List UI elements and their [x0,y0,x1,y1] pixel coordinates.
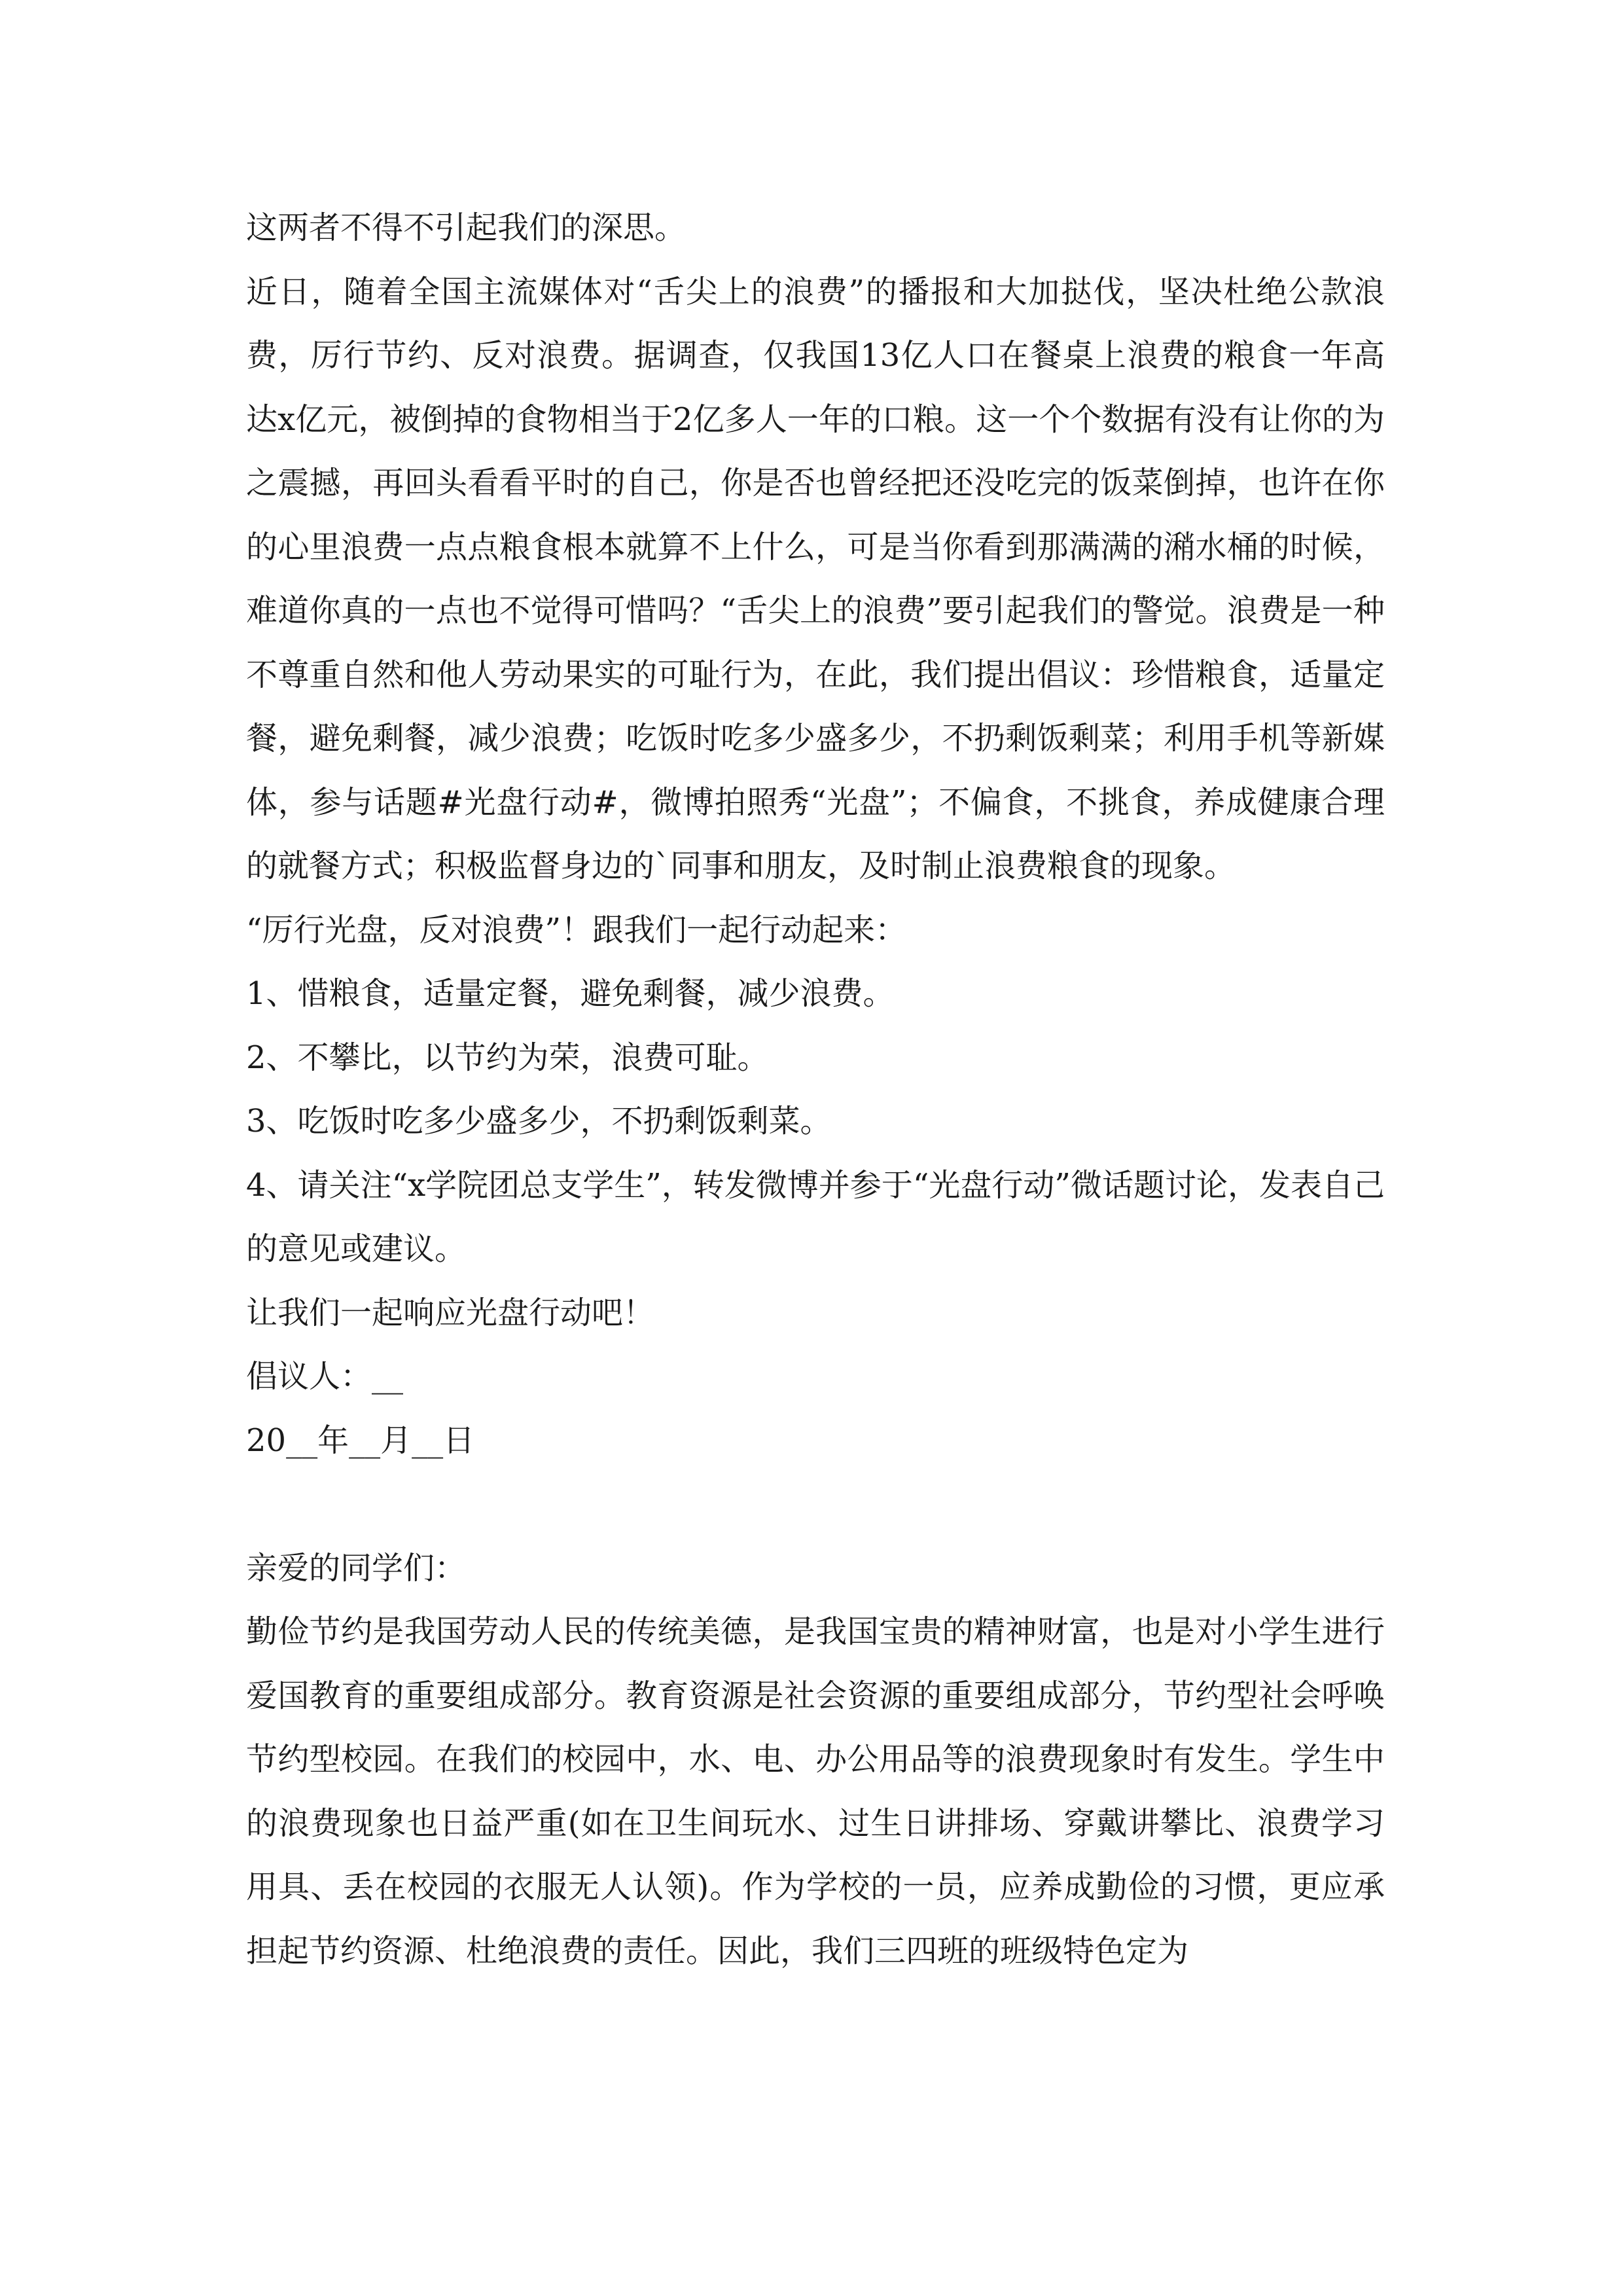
letter1-call-to-action: “厉行光盘，反对浪费”！跟我们一起行动起来： [246,911,907,948]
section-gap [246,1473,1385,1537]
letter2-body: 勤俭节约是我国劳动人民的传统美德，是我国宝贵的精神财富，也是对小学生进行爱国教育的重要组成部分。教育资源是社会资源的重要组成部分，节约型社会呼唤节约型校园。在我们的校园中，水、电、办公用品等的浪费现象时有发生。学生中的浪费现象也日益严重(如在卫生间玩水、过生日讲排场、穿戴讲攀比、浪费学习用具、丢在校园的衣服无人认领)。作为学校的一员，应养成勤俭的习惯，更应承担起节约资源、杜绝浪费的责任。因此，我们三四班的班级特色定为 [246,1613,1385,1969]
letter1-item-2: 2、不攀比，以节约为荣，浪费可耻。 [246,1039,769,1076]
letter1-body: 近日，随着全国主流媒体对“舌尖上的浪费”的播报和大加挞伐，坚决杜绝公款浪费，厉行节约、反对浪费。据调查，仅我国13亿人口在餐桌上浪费的粮食一年高达x亿元，被倒掉的食物相当于2亿多人一年的口粮。这一个个数据有没有让你的为之震撼，再回头看看平时的自己，你是否也曾经把还没吃完的饭菜倒掉，也许在你的心里浪费一点点粮食根本就算不上什么，可是当你看到那满满的潲水桶的时候，难道你真的一点也不觉得可惜吗？“舌尖上的浪费”要引起我们的警觉。浪费是一种不尊重自然和他人劳动果实的可耻行为，在此，我们提出倡议：珍惜粮食，适量定餐，避免剩餐，减少浪费；吃饭时吃多少盛多少，不扔剩饭剩菜；利用手机等新媒体，参与话题#光盘行动#，微博拍照秀“光盘”；不偏食，不挑食，养成健康合理的就餐方式；积极监督身边的`同事和朋友，及时制止浪费粮食的现象。 [246,273,1385,884]
letter1-item-3: 3、吃饭时吃多少盛多少，不扔剩饭剩菜。 [246,1103,832,1139]
letter1-closing: 让我们一起响应光盘行动吧！ [246,1294,655,1331]
document-body [246,196,1385,1983]
letter2-salutation: 亲爱的同学们： [246,1549,467,1587]
letter1-intro: 这两者不得不引起我们的深思。 [246,209,687,246]
letter1-proposer: 倡议人：__ [246,1358,404,1395]
letter1-item-4: 4、请关注“x学院团总支学生”，转发微博并参于“光盘行动”微话题讨论，发表自己的意见或建议。 [246,1166,1385,1267]
letter1-item-1: 1、惜粮食，适量定餐，避免剩餐，减少浪费。 [246,975,895,1012]
letter1-date: 20__年__月__日 [246,1422,475,1459]
